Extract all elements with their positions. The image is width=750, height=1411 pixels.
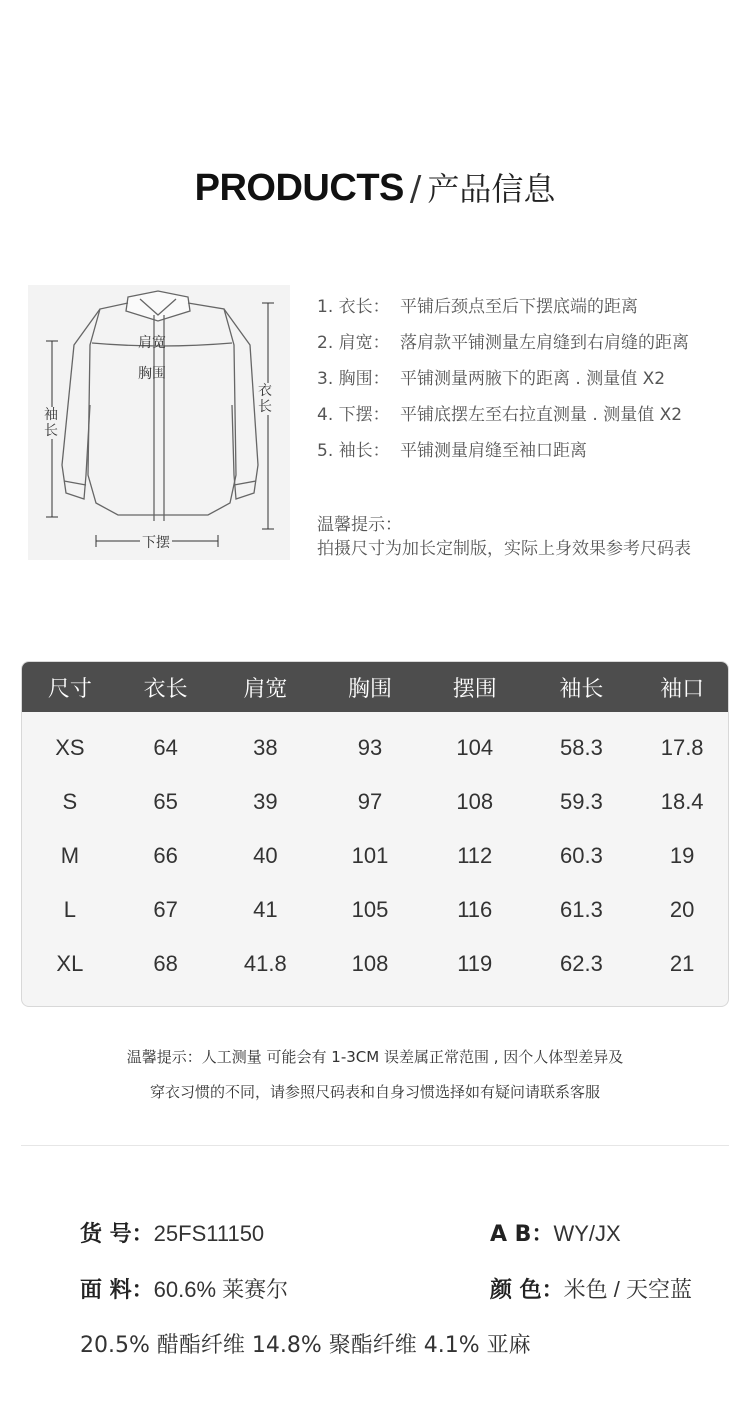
shoulder-label: 肩宽 [138, 335, 166, 351]
fabric-composition: 20.5% 醋酯纤维 14.8% 聚酯纤维 4.1% 亚麻 [80, 1333, 531, 1358]
section-divider [21, 1145, 729, 1146]
chest-label: 胸围 [138, 366, 166, 382]
page-title [0, 164, 750, 210]
sku-info [80, 1217, 264, 1248]
table-row: XS 64 38 93 104 58.3 17.8 [55, 735, 704, 760]
shirt-outline-icon [28, 285, 290, 560]
sku-label: 货 号： [80, 1222, 154, 1247]
photo-tip [317, 513, 691, 561]
disclaimer-line-1: 温馨提示：人工测量 可能会有 1-3CM 误差属正常范围 , 因个人体型差异及 [126, 1048, 624, 1066]
sku-value: 25FS11150 [153, 1221, 265, 1246]
measure-note: 5. 袖长： 平铺测量肩缝至袖口距离 [317, 441, 587, 461]
title-cn: 产品信息 [427, 170, 556, 208]
color-label: 颜 色： [490, 1278, 564, 1303]
header-cell: 摆围 [452, 676, 497, 702]
length-label: 衣长 [258, 383, 272, 415]
color-value: 米色 / 天空蓝 [563, 1277, 693, 1302]
ab-value: WY/JX [553, 1221, 621, 1246]
measure-note: 2. 肩宽： 落肩款平铺测量左肩缝到右肩缝的距离 [317, 333, 689, 353]
measure-note: 3. 胸围： 平铺测量两腋下的距离 . 测量值 X2 [317, 369, 666, 389]
size-table-body [22, 712, 728, 991]
shirt-measurement-diagram [28, 285, 290, 560]
size-table [21, 661, 729, 1007]
table-row: M 66 40 101 112 60.3 19 [60, 843, 695, 868]
table-row: L 67 41 105 116 61.3 20 [63, 897, 695, 922]
measure-note: 1. 衣长： 平铺后颈点至后下摆底端的距离 [317, 297, 638, 317]
sleeve-label: 袖长 [44, 407, 58, 439]
table-row: XL 68 41.8 108 119 62.3 21 [56, 951, 695, 976]
size-table-header [22, 662, 728, 712]
title-en: PRODUCTS [194, 167, 404, 209]
header-cell: 袖口 [660, 676, 705, 702]
color-info [490, 1273, 692, 1304]
measure-note: 4. 下摆： 平铺底摆左至右拉直测量 . 测量值 X2 [317, 405, 683, 425]
photo-tip-text: 拍摄尺寸为加长定制版，实际上身效果参考尺码表 [317, 539, 691, 559]
measurement-disclaimer [0, 1040, 750, 1110]
table-row: S 65 39 97 108 59.3 18.4 [62, 789, 704, 814]
header-cell: 袖长 [559, 676, 604, 702]
header-cell: 衣长 [143, 676, 188, 702]
header-cell: 肩宽 [243, 676, 288, 702]
header-cell: 胸围 [348, 676, 393, 702]
hem-label: 下摆 [140, 532, 172, 552]
ab-label: A B： [490, 1222, 554, 1247]
header-cell: 尺寸 [47, 676, 92, 702]
fabric-info [80, 1273, 288, 1304]
title-separator: / [409, 169, 422, 209]
photo-tip-title: 温馨提示： [317, 515, 402, 535]
fabric-value: 60.6% 莱赛尔 [153, 1277, 289, 1302]
disclaimer-line-2: 穿衣习惯的不同，请参照尺码表和自身习惯选择如有疑问请联系客服 [149, 1083, 600, 1101]
fabric-label: 面 料： [80, 1278, 154, 1303]
ab-info [490, 1217, 621, 1248]
measure-notes [317, 292, 689, 472]
